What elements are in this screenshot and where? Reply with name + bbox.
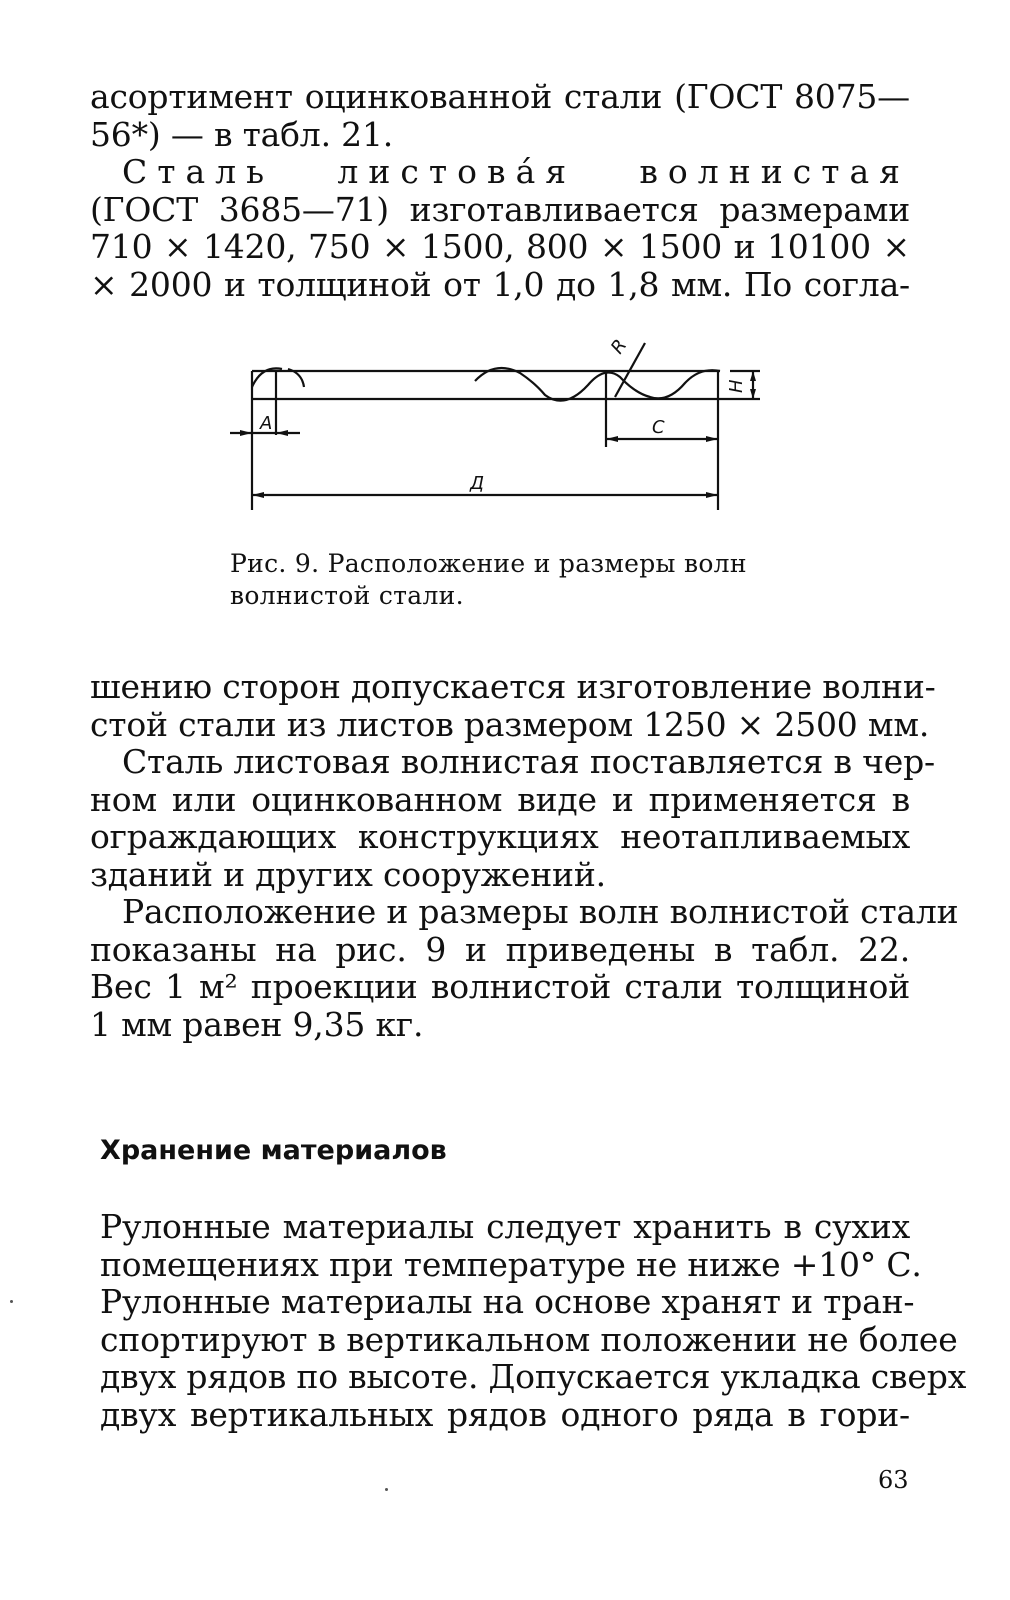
text-line: Рулонные материалы на основе хранят и тран- [100, 1282, 915, 1321]
text-line-part: Сталь листов [122, 152, 516, 191]
dim-label-r: R [606, 335, 632, 358]
caption-line: Рис. 9. Расположение и размеры волн [230, 549, 747, 578]
dim-label-h: Н [726, 379, 747, 393]
text-line: двух рядов по высоте. Допускается укладка сверх [100, 1357, 967, 1396]
text-line: Сталь листова́я волнистая [122, 152, 910, 191]
paragraph-bottom [100, 1207, 967, 1434]
text-line: (ГОСТ 3685—71) изготавливается размерами [90, 189, 910, 229]
text-line: Рулонные материалы следует хранить в сухих [100, 1207, 910, 1246]
text-line: Расположение и размеры волн волнистой стали [122, 892, 959, 931]
wave-profile-figure [220, 335, 780, 525]
print-speck [385, 1488, 388, 1491]
text-line: Вес 1 м² проекции волнистой стали толщиной [90, 967, 910, 1006]
text-line: × 2000 и толщиной от 1,0 до 1,8 мм. По согла- [90, 264, 910, 304]
text-line: ограждающих конструкциях неотапливаемых [90, 817, 910, 856]
text-line: двух вертикальных рядов одного ряда в гори- [100, 1394, 910, 1434]
wave-curve [475, 368, 720, 401]
text-line: стой стали из листов размером 1250 × 2500 мм. [90, 704, 930, 744]
caption-line: волнистой стали. [230, 581, 464, 610]
text-line: шению сторон допускается изготовление волни- [90, 667, 936, 706]
text-line: показаны на рис. 9 и приведены в табл. 22. [90, 929, 910, 969]
dim-label-d: Д [470, 473, 485, 494]
text-line: 710 × 1420, 750 × 1500, 800 × 1500 и 10100 × [90, 227, 910, 266]
text-line: асортимент оцинкованной стали (ГОСТ 8075— [90, 77, 910, 116]
text-line: 56*) — в табл. 21. [90, 114, 394, 154]
text-line: Сталь листовая волнистая поставляется в чер- [122, 742, 935, 781]
text-line: спортируют в вертикальном положении не более [100, 1319, 958, 1359]
dim-label-c: С [652, 417, 665, 438]
page-number: 63 [878, 1466, 909, 1494]
text-line: помещениях при температуре не ниже +10° С. [100, 1244, 922, 1284]
text-line: зданий и других сооружений. [90, 854, 606, 894]
dim-label-a: А [260, 413, 273, 434]
paragraph-middle [90, 667, 959, 1044]
text-line: ном или оцинкованном виде и применяется в [90, 779, 910, 819]
text-line: 1 мм равен 9,35 кг. [90, 1004, 424, 1044]
section-heading: Хранение материалов [100, 1135, 447, 1166]
paragraph-top [90, 78, 910, 303]
figure-caption [230, 548, 790, 612]
print-speck [10, 1300, 13, 1303]
